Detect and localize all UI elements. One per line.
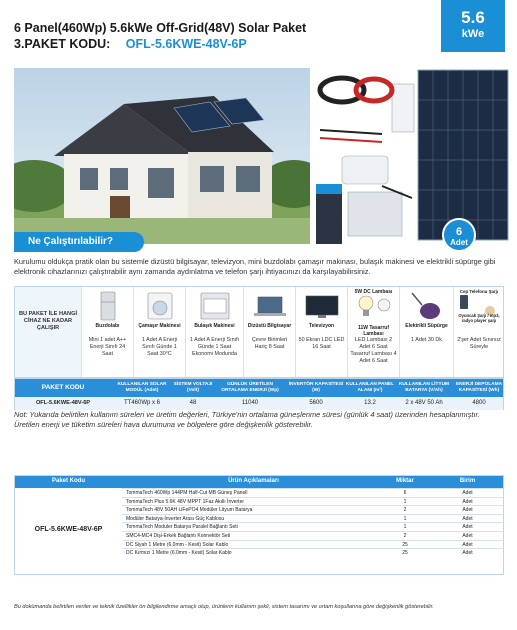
products-illustration — [312, 60, 512, 260]
title-block — [14, 20, 306, 52]
spec-value-cell: 13.2 — [364, 400, 376, 406]
washing-machine-icon — [134, 291, 186, 321]
appliance-name: Elektrikli Süpürge — [405, 323, 448, 329]
row-qty: 1 — [403, 515, 407, 522]
row-unit: Adet — [462, 507, 473, 514]
page-title: 6 Panel(460Wp) 5.6kWe Off-Grid(48V) Solar Paket — [14, 21, 307, 35]
appliance-fridge — [81, 287, 133, 377]
appliance-desc: 1 Adet A Enerji Sınıfı Günde 1 Saat Ekonomi Modunda — [189, 337, 240, 357]
table-row — [122, 497, 503, 506]
row-desc: DC Siyah 1 Metre (6.0mm - Kesit) Solar Kablo — [126, 541, 229, 548]
appliance-name: Televizyon — [308, 323, 335, 329]
appliance-tv — [295, 287, 347, 377]
power-value: 5.6 — [461, 8, 485, 27]
panel-count-unit: Adet — [450, 238, 468, 247]
dishwasher-icon — [186, 291, 244, 321]
spec-header-cell: İNVERTÖR KAPASİTESİ (W) — [288, 382, 344, 393]
laptop-icon — [244, 291, 296, 321]
appliance-dishwasher — [185, 287, 243, 377]
appliance-desc: 2'şer Adet Sınırsız Süreyle — [457, 337, 501, 350]
intro-text: Kurulumu oldukça pratik olan bu sistemle dizüstü bilgisayar, televizyon, mini buzdolabı çamaşır makinası, bulaşık makinesi ve elektrikli süpürge gibi elektronik cihazlarınızı çalıştırabilir aynı zamanda aydınlatma ve telefon şarjı ihtiyacınızı da karşılayabilirsiniz. — [14, 257, 496, 276]
section-title-howto: Ne Çalıştırılabilir? — [14, 232, 144, 252]
table-row — [122, 514, 503, 523]
power-badge — [441, 0, 505, 52]
row-qty: 2 — [403, 507, 407, 514]
spec-value-cell: 5600 — [309, 400, 323, 406]
appliance-name: Cep Telefonu Şarjı — [459, 289, 499, 294]
spec-value-row — [15, 397, 503, 410]
appliance-desc: 1 Adet A Enerji Sınıfı Günde 1 Saat 30°C — [141, 337, 178, 357]
spec-value-cell: 48 — [189, 400, 197, 406]
row-desc: TommaTech Moduler Batarya Paralel Bağlantı Seti — [126, 524, 238, 531]
vacuum-cleaner-icon — [400, 291, 454, 321]
contents-header-qty: Miktar — [396, 478, 414, 484]
row-desc: TommaTech 460Wp 144PM Half-Cut MB Güneş Paneli — [126, 490, 248, 496]
appliance-desc: Çevre Birimleri Hariç 8 Saat — [251, 337, 288, 350]
row-unit: Adet — [462, 490, 473, 496]
spec-table — [14, 378, 504, 410]
appliance-name: Çamaşır Makinesi — [138, 323, 181, 329]
spec-header-cell: PAKET KODU — [41, 384, 85, 391]
spec-header-cell: GÜNLÜK ÜRETİLEN ORTALAMA ENERJİ (Wp) — [221, 382, 279, 393]
light-bulb-icon — [348, 291, 400, 321]
note-text: Not: Yukarıda belirtilen kullanım süreleri ve üretim değerleri, Türkiye'nin ortalama güneşlenme süresi (günlük 4 saat) üzerinden hesaplanmıştır. Üretilen enerji ve tüketim süreleri hava durumuna ve bölgelere göre değişkenlik gösterebilir. — [14, 410, 480, 429]
appliances-table — [14, 286, 504, 378]
appliance-name: 11W Tasarruf Lambası — [357, 325, 390, 337]
package-contents-table — [14, 475, 504, 575]
table-row — [122, 505, 503, 514]
appliance-phone-charge — [453, 287, 504, 377]
appliance-lamps — [347, 287, 399, 377]
appliance-desc: 50 Ekran LDC LED 16 Saat — [298, 337, 345, 350]
appliances-question: BU PAKET İLE HANGİ CİHAZ NE KADAR ÇALIŞIR — [15, 287, 81, 377]
appliance-desc: Mini 1 adet A++ Enerji Sınıfı 24 Saat — [88, 337, 127, 357]
spec-value-cell: TT460Wp x 6 — [123, 400, 160, 406]
appliance-name: Bulaşık Makinesi — [194, 323, 235, 329]
row-qty: 25 — [402, 541, 408, 548]
spec-header-cell: KULLANILAN LİTYUM BATARYA (V/Ah) — [398, 382, 450, 393]
package-code-label: 3.PAKET KODU: — [14, 37, 111, 51]
contents-header-unit: Birim — [459, 478, 476, 484]
spec-value-cell: 4800 — [472, 400, 486, 406]
row-unit: Adet — [462, 498, 473, 505]
power-unit: kWe — [461, 28, 485, 40]
fridge-icon — [82, 291, 134, 321]
row-desc: TommaTech Plus 5.6K 48V MPPT 1Faz Akıllı İnverter — [126, 498, 245, 505]
spec-header-cell: KULLANILAN PANEL ALANI (m²) — [345, 382, 395, 393]
row-desc: TommaTech 48V 50AH LiFePO4 Modüler Lityum Batarya — [126, 507, 253, 514]
table-row — [122, 540, 503, 549]
row-unit: Adet — [462, 515, 473, 522]
spec-header-cell: KULLANILAN SOLAR MODÜL (Adet) — [117, 382, 167, 393]
appliance-name: Buzdolabı — [95, 323, 120, 329]
spec-value-cell: 2 x 48V 50 Ah — [405, 400, 443, 406]
contents-header-code: Paket Kodu — [51, 478, 85, 484]
spec-value-cell: OFL-5.6KWE-48V-6P — [35, 400, 91, 406]
contents-header-desc: Ürün Açıklamaları — [228, 478, 279, 484]
appliance-desc: 1 Adet 30 Dk — [411, 337, 442, 343]
row-qty: 2 — [403, 533, 407, 539]
television-icon — [296, 291, 348, 321]
footer-disclaimer: Bu dokümanda belirtilen veriler ve teknik özellikler ön bilgilendirme amaçlı olup, ürünlerin kullanım şekli, sistem tasarımı ve ortam koşullarına göre değişkenlik gösterebilir. — [14, 604, 434, 610]
row-qty: 25 — [402, 550, 408, 557]
row-desc: SMC4-MC4 Dişi-Erkek Bağlantı Konnektör Seti — [126, 533, 231, 539]
row-unit: Adet — [462, 524, 473, 531]
panel-count-badge — [442, 218, 476, 252]
row-desc: Modüler Batarya-İnverter Arası Güç Kablosu — [126, 515, 225, 522]
row-desc: DC Kırmızı 1 Metre (6.0mm - Kesit) Solar Kablo — [126, 550, 232, 557]
package-code-value: OFL-5.6KWE-48V-6P — [125, 37, 247, 51]
spec-header-cell: SİSTEM VOLTAJI (Volt) — [173, 382, 213, 393]
table-row — [122, 548, 503, 557]
appliance-name: Dizüstü Bilgisayar — [247, 323, 292, 329]
spec-header-cell: ENERJİ DEPOLAMA KAPASİTESİ (Wh) — [455, 382, 503, 393]
appliance-sub: 5W DC Lambası — [354, 289, 393, 295]
contents-package-code: OFL-5.6KWE-48V-6P — [34, 526, 103, 533]
row-qty: 1 — [403, 524, 407, 531]
appliance-laptop — [243, 287, 295, 377]
contents-header-row — [15, 476, 503, 488]
row-unit: Adet — [462, 533, 473, 539]
appliance-washer — [133, 287, 185, 377]
spec-value-cell: 11040 — [241, 400, 259, 406]
house-illustration — [14, 68, 310, 244]
table-row — [122, 531, 503, 540]
spec-header-row — [15, 379, 503, 397]
appliance-desc: LED Lambası 2 Adet 6 Saat Tasarruf Lambası 4 Adet 6 Saat — [350, 337, 397, 364]
panel-count: 6 — [455, 226, 463, 238]
appliance-vacuum — [399, 287, 453, 377]
row-unit: Adet — [462, 541, 473, 548]
package-code-line — [14, 36, 306, 52]
appliance-sub: Oyuncak Şarjı / mp3, radyo player şarjı — [458, 313, 500, 323]
row-qty: 6 — [403, 490, 407, 496]
table-row — [122, 488, 503, 497]
row-qty: 1 — [403, 498, 407, 505]
table-row — [122, 522, 503, 531]
row-unit: Adet — [462, 550, 473, 557]
